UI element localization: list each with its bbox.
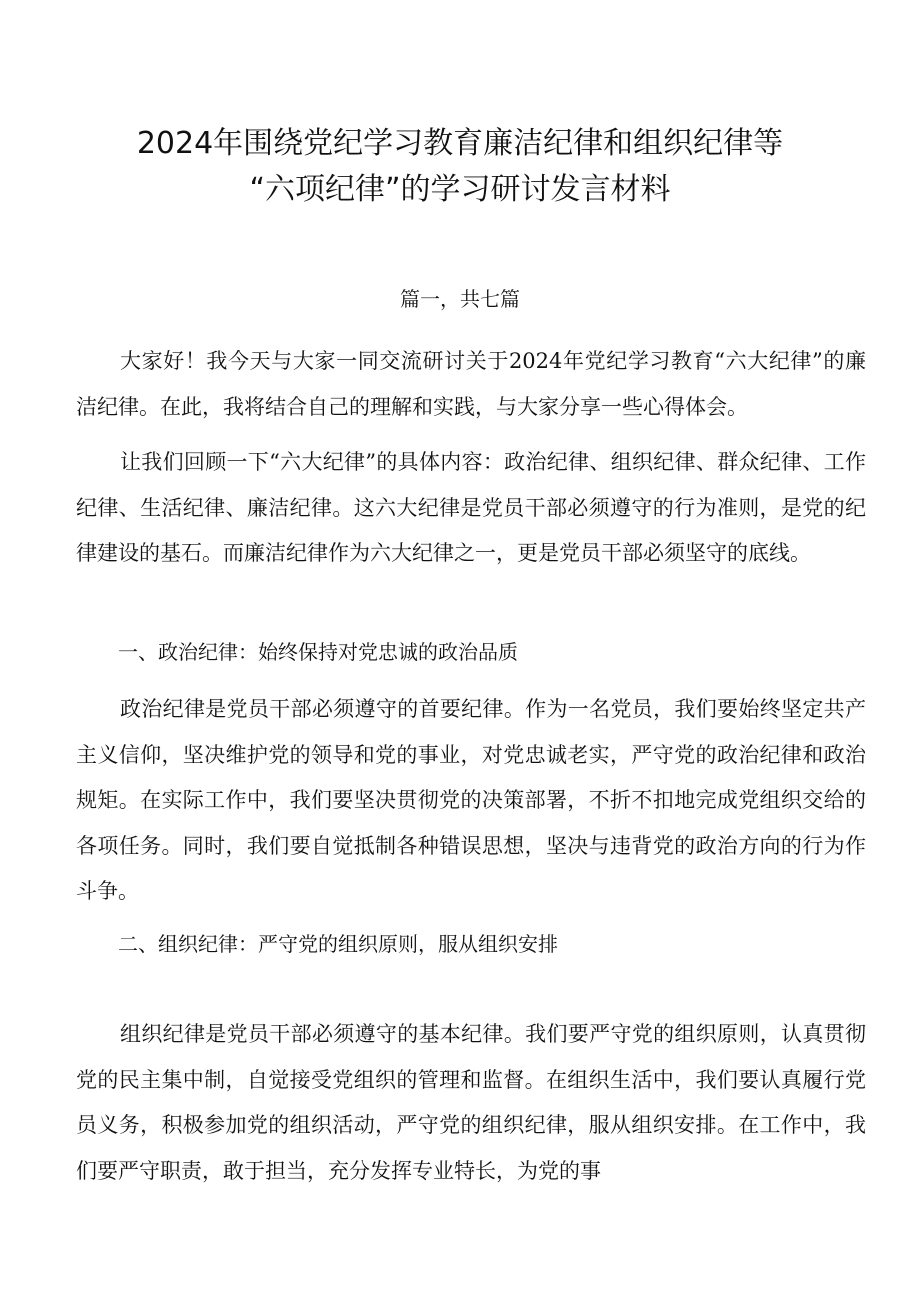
document-subtitle: 篇一，共七篇 bbox=[400, 287, 520, 311]
paragraph-political: 政治纪律是党员干部必须遵守的首要纪律。作为一名党员，我们要始终坚定共产主义信仰，坚决维护党的领导和党的事业，对党忠诚老实，严守党的政治纪律和政治规矩。在实际工作中，我们要坚决贯彻党的决策部署，不折不扣地完成党组织交给的各项任务。同时，我们要自觉抵制各种错误思想，坚决与违背党的政治方向的行为作斗争。 bbox=[76, 697, 866, 903]
paragraph-intro: 大家好！我今天与大家一同交流研讨关于2024年党纪学习教育“六大纪律”的廉洁纪律。在此，我将结合自己的理解和实践，与大家分享一些心得体会。 bbox=[76, 349, 866, 419]
section-heading-organizational: 二、组织纪律：严守党的组织原则，服从组织安排 bbox=[118, 932, 558, 956]
paragraph-review: 让我们回顾一下“六大纪律”的具体内容：政治纪律、组织纪律、群众纪律、工作纪律、生活纪律、廉洁纪律。这六大纪律是党员干部必须遵守的行为准则，是党的纪律建设的基石。而廉洁纪律作为六大纪律之一，更是党员干部必须坚守的底线。 bbox=[76, 450, 866, 565]
document-title-line2: “六项纪律”的学习研讨发言材料 bbox=[249, 172, 671, 207]
section-heading-political: 一、政治纪律：始终保持对党忠诚的政治品质 bbox=[118, 640, 518, 664]
paragraph-organizational: 组织纪律是党员干部必须遵守的基本纪律。我们要严守党的组织原则，认真贯彻党的民主集中制，自觉接受党组织的管理和监督。在组织生活中，我们要认真履行党员义务，积极参加党的组织活动，严守党的组织纪律，服从组织安排。在工作中，我们要严守职责，敢于担当，充分发挥专业特长，为党的事 bbox=[76, 1022, 866, 1183]
document-title-line1: 2024年围绕党纪学习教育廉洁纪律和组织纪律等 bbox=[136, 126, 784, 161]
